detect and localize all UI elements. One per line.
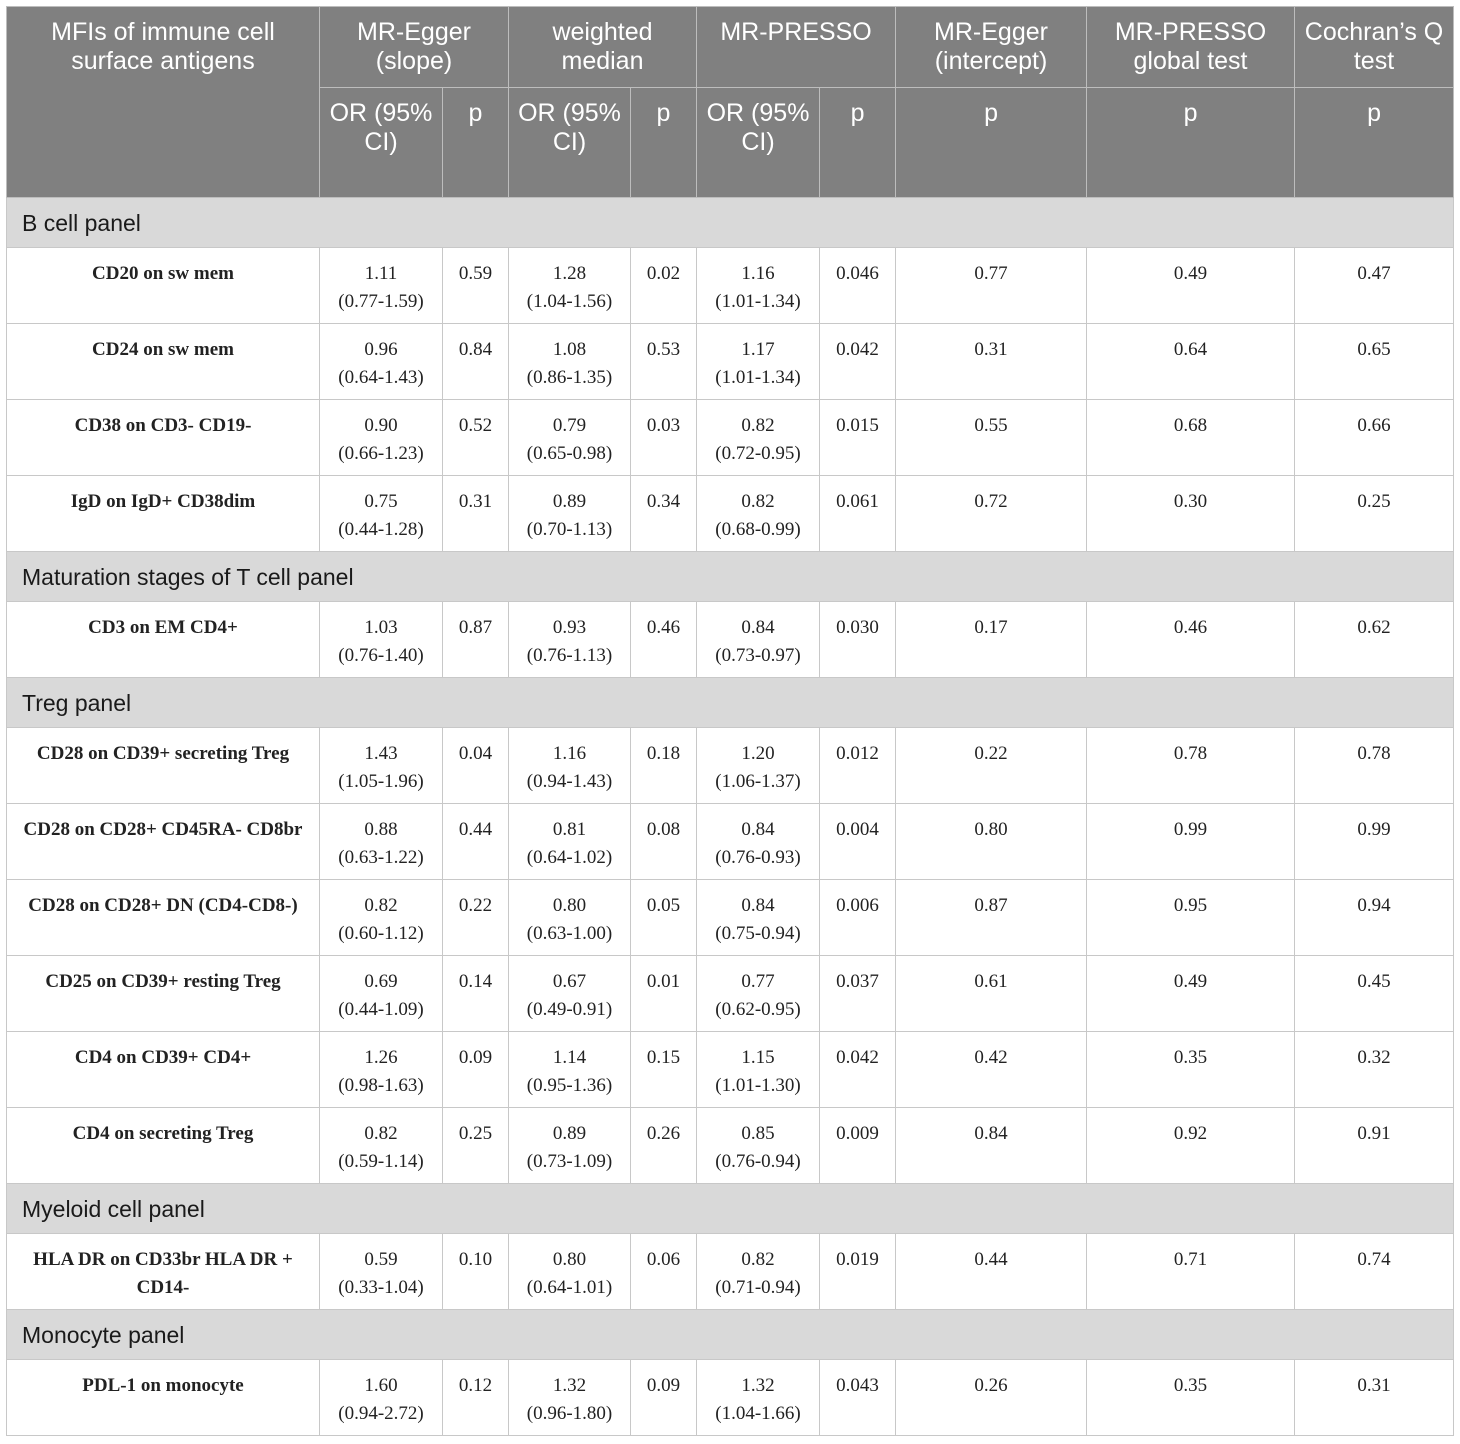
subheader-p: p: [1087, 88, 1295, 198]
mr-egger-or-cell: [320, 956, 443, 1032]
cochran-q-p-cell: 0.31: [1295, 1360, 1454, 1436]
antigen-name-cell: PDL-1 on monocyte: [7, 1360, 320, 1436]
mr-presso-or-value: 0.84: [741, 895, 775, 916]
mr-presso-p-cell: 0.015: [820, 400, 896, 476]
antigen-name-cell: CD4 on secreting Treg: [7, 1108, 320, 1184]
weighted-median-or-interval: (0.86-1.35): [526, 367, 613, 388]
subheader-p: p: [1295, 88, 1454, 198]
mr-presso-or-cell: [697, 476, 820, 552]
mr-presso-or-cell: [697, 956, 820, 1032]
mr-egger-p-cell: 0.31: [443, 476, 509, 552]
mr-egger-p-cell: 0.12: [443, 1360, 509, 1436]
mr-egger-intercept-p-cell: 0.87: [896, 880, 1087, 956]
section-title: Myeloid cell panel: [7, 1184, 1454, 1234]
weighted-median-or-value: 0.89: [552, 1123, 587, 1144]
mr-egger-or-interval: (0.76-1.40): [338, 645, 424, 666]
subheader-or: OR (95% CI): [320, 88, 443, 198]
mr-egger-or-value: 0.82: [364, 895, 398, 916]
mr-presso-global-p-cell: 0.95: [1087, 880, 1295, 956]
mr-egger-or-cell: [320, 1032, 443, 1108]
subheader-p: p: [631, 88, 697, 198]
mr-presso-or-value: 1.32: [741, 1375, 775, 1396]
mr-egger-intercept-p-cell: 0.22: [896, 728, 1087, 804]
table-row: [7, 1108, 1454, 1184]
section-row: [7, 678, 1454, 728]
mr-presso-or-cell: [697, 880, 820, 956]
section-title: Maturation stages of T cell panel: [7, 552, 1454, 602]
weighted-median-or-cell: [509, 956, 631, 1032]
mr-egger-or-interval: (0.44-1.09): [338, 999, 424, 1020]
weighted-median-or-value: 0.81: [552, 819, 587, 840]
mr-presso-p-cell: 0.012: [820, 728, 896, 804]
mr-presso-or-value: 0.82: [741, 415, 775, 436]
weighted-median-p-cell: 0.09: [631, 1360, 697, 1436]
weighted-median-or-interval: (0.64-1.02): [526, 847, 613, 868]
table-row: [7, 1032, 1454, 1108]
weighted-median-or-cell: [509, 248, 631, 324]
table-row: [7, 1360, 1454, 1436]
mr-egger-p-cell: 0.04: [443, 728, 509, 804]
mr-presso-p-cell: 0.043: [820, 1360, 896, 1436]
mr-presso-or-interval: (1.06-1.37): [715, 771, 801, 792]
mr-egger-p-cell: 0.59: [443, 248, 509, 324]
mr-egger-or-value: 0.88: [364, 819, 398, 840]
header-weighted-median: weighted median: [509, 7, 697, 88]
mr-presso-global-p-cell: 0.49: [1087, 248, 1295, 324]
mr-presso-or-cell: [697, 1108, 820, 1184]
weighted-median-or-cell: [509, 1234, 631, 1310]
header-antigen: MFIs of immune cell surface antigens: [7, 7, 320, 198]
weighted-median-p-cell: 0.03: [631, 400, 697, 476]
mr-presso-p-cell: 0.019: [820, 1234, 896, 1310]
table-row: [7, 728, 1454, 804]
subheader-p: p: [896, 88, 1087, 198]
cochran-q-p-cell: 0.25: [1295, 476, 1454, 552]
antigen-name-cell: CD28 on CD28+ CD45RA- CD8br: [7, 804, 320, 880]
mr-egger-intercept-p-cell: 0.44: [896, 1234, 1087, 1310]
section-row: [7, 198, 1454, 248]
table-row: [7, 1234, 1454, 1310]
table-row: [7, 956, 1454, 1032]
cochran-q-p-cell: 0.74: [1295, 1234, 1454, 1310]
mr-egger-intercept-p-cell: 0.61: [896, 956, 1087, 1032]
cochran-q-p-cell: 0.66: [1295, 400, 1454, 476]
mr-presso-or-value: 0.84: [741, 819, 775, 840]
mr-presso-global-p-cell: 0.35: [1087, 1032, 1295, 1108]
section-title: Treg panel: [7, 678, 1454, 728]
mr-presso-global-p-cell: 0.68: [1087, 400, 1295, 476]
mr-presso-global-p-cell: 0.99: [1087, 804, 1295, 880]
weighted-median-p-cell: 0.05: [631, 880, 697, 956]
mr-egger-intercept-p-cell: 0.55: [896, 400, 1087, 476]
mr-egger-or-value: 1.11: [364, 263, 398, 284]
mr-egger-or-interval: (0.94-2.72): [338, 1403, 424, 1424]
mr-egger-p-cell: 0.25: [443, 1108, 509, 1184]
subheader-p: p: [443, 88, 509, 198]
weighted-median-or-interval: (0.76-1.13): [526, 645, 613, 666]
weighted-median-or-interval: (1.04-1.56): [526, 291, 613, 312]
mr-presso-or-cell: [697, 1360, 820, 1436]
mr-presso-p-cell: 0.004: [820, 804, 896, 880]
mr-egger-or-interval: (0.98-1.63): [338, 1075, 424, 1096]
mr-egger-or-value: 0.69: [364, 971, 398, 992]
mr-egger-or-interval: (0.63-1.22): [338, 847, 424, 868]
mr-egger-p-cell: 0.22: [443, 880, 509, 956]
mr-egger-or-cell: [320, 804, 443, 880]
section-title: Monocyte panel: [7, 1310, 1454, 1360]
table-row: [7, 804, 1454, 880]
weighted-median-or-interval: (0.65-0.98): [526, 443, 613, 464]
header-mr-egger-slope: MR-Egger (slope): [320, 7, 509, 88]
results-table: [6, 6, 1454, 1436]
mr-egger-p-cell: 0.14: [443, 956, 509, 1032]
mr-presso-or-value: 0.85: [741, 1123, 775, 1144]
mr-presso-or-cell: [697, 400, 820, 476]
weighted-median-or-interval: (0.94-1.43): [526, 771, 613, 792]
mr-egger-or-cell: [320, 324, 443, 400]
mr-egger-intercept-p-cell: 0.72: [896, 476, 1087, 552]
mr-presso-p-cell: 0.046: [820, 248, 896, 324]
section-title: B cell panel: [7, 198, 1454, 248]
mr-egger-intercept-p-cell: 0.77: [896, 248, 1087, 324]
weighted-median-or-interval: (0.95-1.36): [526, 1075, 613, 1096]
mr-presso-p-cell: 0.006: [820, 880, 896, 956]
mr-presso-p-cell: 0.037: [820, 956, 896, 1032]
weighted-median-p-cell: 0.26: [631, 1108, 697, 1184]
mr-egger-or-cell: [320, 880, 443, 956]
mr-egger-intercept-p-cell: 0.31: [896, 324, 1087, 400]
mr-egger-p-cell: 0.52: [443, 400, 509, 476]
weighted-median-or-cell: [509, 476, 631, 552]
weighted-median-p-cell: 0.01: [631, 956, 697, 1032]
mr-egger-or-interval: (0.77-1.59): [338, 291, 424, 312]
mr-presso-p-cell: 0.009: [820, 1108, 896, 1184]
weighted-median-or-interval: (0.49-0.91): [526, 999, 613, 1020]
antigen-name-cell: CD4 on CD39+ CD4+: [7, 1032, 320, 1108]
weighted-median-or-interval: (0.63-1.00): [526, 923, 613, 944]
weighted-median-or-value: 0.67: [552, 971, 587, 992]
mr-egger-or-cell: [320, 476, 443, 552]
mr-presso-global-p-cell: 0.92: [1087, 1108, 1295, 1184]
subheader-or: OR (95% CI): [509, 88, 631, 198]
mr-presso-p-cell: 0.061: [820, 476, 896, 552]
weighted-median-p-cell: 0.34: [631, 476, 697, 552]
weighted-median-or-value: 0.93: [552, 617, 587, 638]
weighted-median-or-value: 0.89: [552, 491, 587, 512]
weighted-median-or-interval: (0.70-1.13): [526, 519, 613, 540]
mr-presso-or-value: 1.15: [741, 1047, 775, 1068]
weighted-median-or-interval: (0.64-1.01): [526, 1277, 613, 1298]
mr-egger-intercept-p-cell: 0.17: [896, 602, 1087, 678]
mr-presso-global-p-cell: 0.46: [1087, 602, 1295, 678]
mr-presso-or-cell: [697, 728, 820, 804]
table-row: [7, 880, 1454, 956]
mr-presso-or-interval: (0.62-0.95): [715, 999, 801, 1020]
weighted-median-or-cell: [509, 324, 631, 400]
mr-presso-global-p-cell: 0.30: [1087, 476, 1295, 552]
mr-egger-or-cell: [320, 602, 443, 678]
weighted-median-p-cell: 0.18: [631, 728, 697, 804]
mr-presso-global-p-cell: 0.71: [1087, 1234, 1295, 1310]
weighted-median-p-cell: 0.15: [631, 1032, 697, 1108]
mr-egger-or-cell: [320, 1360, 443, 1436]
weighted-median-p-cell: 0.06: [631, 1234, 697, 1310]
weighted-median-or-cell: [509, 1032, 631, 1108]
mr-egger-or-interval: (0.44-1.28): [338, 519, 424, 540]
mr-egger-p-cell: 0.84: [443, 324, 509, 400]
mr-egger-or-interval: (0.33-1.04): [338, 1277, 424, 1298]
mr-presso-or-interval: (0.76-0.93): [715, 847, 801, 868]
mr-egger-or-cell: [320, 1234, 443, 1310]
cochran-q-p-cell: 0.78: [1295, 728, 1454, 804]
mr-presso-or-value: 0.82: [741, 491, 775, 512]
mr-egger-or-cell: [320, 400, 443, 476]
mr-presso-p-cell: 0.042: [820, 324, 896, 400]
table-body: [7, 198, 1454, 1436]
weighted-median-or-interval: (0.96-1.80): [526, 1403, 613, 1424]
mr-egger-or-value: 0.90: [364, 415, 398, 436]
weighted-median-or-cell: [509, 728, 631, 804]
weighted-median-or-cell: [509, 602, 631, 678]
weighted-median-or-cell: [509, 400, 631, 476]
weighted-median-or-value: 1.16: [552, 743, 587, 764]
mr-presso-or-interval: (0.71-0.94): [715, 1277, 801, 1298]
mr-presso-or-interval: (1.01-1.30): [715, 1075, 801, 1096]
mr-egger-intercept-p-cell: 0.84: [896, 1108, 1087, 1184]
mr-egger-or-interval: (0.66-1.23): [338, 443, 424, 464]
weighted-median-or-value: 1.08: [552, 339, 587, 360]
weighted-median-or-cell: [509, 804, 631, 880]
cochran-q-p-cell: 0.47: [1295, 248, 1454, 324]
mr-presso-or-interval: (0.73-0.97): [715, 645, 801, 666]
weighted-median-or-value: 0.80: [552, 895, 587, 916]
weighted-median-or-cell: [509, 1108, 631, 1184]
mr-presso-or-interval: (1.01-1.34): [715, 367, 801, 388]
mr-egger-p-cell: 0.10: [443, 1234, 509, 1310]
antigen-name-cell: CD38 on CD3- CD19-: [7, 400, 320, 476]
weighted-median-or-value: 0.79: [552, 415, 587, 436]
table-row: [7, 248, 1454, 324]
header-mr-egger-intercept: MR-Egger (intercept): [896, 7, 1087, 88]
cochran-q-p-cell: 0.32: [1295, 1032, 1454, 1108]
mr-presso-or-value: 0.84: [741, 617, 775, 638]
antigen-name-cell: HLA DR on CD33br HLA DR + CD14-: [7, 1234, 320, 1310]
mr-presso-global-p-cell: 0.35: [1087, 1360, 1295, 1436]
cochran-q-p-cell: 0.62: [1295, 602, 1454, 678]
mr-egger-or-cell: [320, 728, 443, 804]
mr-presso-or-cell: [697, 1032, 820, 1108]
mr-egger-p-cell: 0.87: [443, 602, 509, 678]
mr-egger-or-interval: (0.59-1.14): [338, 1151, 424, 1172]
table-header: [7, 7, 1454, 198]
weighted-median-or-value: 0.80: [552, 1249, 587, 1270]
mr-presso-or-interval: (0.72-0.95): [715, 443, 801, 464]
cochran-q-p-cell: 0.45: [1295, 956, 1454, 1032]
mr-presso-p-cell: 0.042: [820, 1032, 896, 1108]
section-row: [7, 1184, 1454, 1234]
header-mr-presso-global: MR-PRESSO global test: [1087, 7, 1295, 88]
mr-egger-or-interval: (0.64-1.43): [338, 367, 424, 388]
mr-egger-or-value: 0.82: [364, 1123, 398, 1144]
antigen-name-cell: CD3 on EM CD4+: [7, 602, 320, 678]
mr-egger-p-cell: 0.44: [443, 804, 509, 880]
mr-egger-or-interval: (1.05-1.96): [338, 771, 424, 792]
subheader-p: p: [820, 88, 896, 198]
mr-egger-p-cell: 0.09: [443, 1032, 509, 1108]
table-row: [7, 400, 1454, 476]
weighted-median-or-cell: [509, 880, 631, 956]
mr-egger-intercept-p-cell: 0.80: [896, 804, 1087, 880]
weighted-median-p-cell: 0.53: [631, 324, 697, 400]
table-row: [7, 476, 1454, 552]
weighted-median-or-value: 1.28: [552, 263, 587, 284]
weighted-median-p-cell: 0.02: [631, 248, 697, 324]
table-row: [7, 602, 1454, 678]
mr-presso-or-value: 1.17: [741, 339, 775, 360]
antigen-name-cell: CD28 on CD39+ secreting Treg: [7, 728, 320, 804]
mr-presso-global-p-cell: 0.64: [1087, 324, 1295, 400]
subheader-or: OR (95% CI): [697, 88, 820, 198]
weighted-median-or-interval: (0.73-1.09): [526, 1151, 613, 1172]
mr-presso-or-value: 0.77: [741, 971, 775, 992]
section-row: [7, 552, 1454, 602]
mr-egger-or-cell: [320, 1108, 443, 1184]
mr-presso-or-cell: [697, 804, 820, 880]
mr-presso-or-interval: (0.68-0.99): [715, 519, 801, 540]
antigen-name-cell: CD25 on CD39+ resting Treg: [7, 956, 320, 1032]
mr-presso-or-cell: [697, 1234, 820, 1310]
cochran-q-p-cell: 0.94: [1295, 880, 1454, 956]
weighted-median-or-cell: [509, 1360, 631, 1436]
weighted-median-p-cell: 0.08: [631, 804, 697, 880]
mr-presso-or-value: 1.20: [741, 743, 775, 764]
mr-egger-or-value: 0.59: [364, 1249, 398, 1270]
mr-presso-or-interval: (0.75-0.94): [715, 923, 801, 944]
mr-presso-global-p-cell: 0.78: [1087, 728, 1295, 804]
section-row: [7, 1310, 1454, 1360]
mr-egger-or-cell: [320, 248, 443, 324]
mr-presso-or-interval: (1.01-1.34): [715, 291, 801, 312]
mr-egger-or-value: 0.96: [364, 339, 398, 360]
mr-presso-or-interval: (0.76-0.94): [715, 1151, 801, 1172]
antigen-name-cell: CD24 on sw mem: [7, 324, 320, 400]
mr-egger-intercept-p-cell: 0.42: [896, 1032, 1087, 1108]
header-cochran-q: Cochran’s Q test: [1295, 7, 1454, 88]
mr-egger-intercept-p-cell: 0.26: [896, 1360, 1087, 1436]
mr-presso-or-interval: (1.04-1.66): [715, 1403, 801, 1424]
weighted-median-p-cell: 0.46: [631, 602, 697, 678]
mr-presso-or-cell: [697, 248, 820, 324]
mr-presso-p-cell: 0.030: [820, 602, 896, 678]
mr-presso-or-value: 1.16: [741, 263, 775, 284]
mr-presso-or-value: 0.82: [741, 1249, 775, 1270]
antigen-name-cell: CD20 on sw mem: [7, 248, 320, 324]
mr-egger-or-interval: (0.60-1.12): [338, 923, 424, 944]
mr-presso-or-cell: [697, 324, 820, 400]
mr-presso-global-p-cell: 0.49: [1087, 956, 1295, 1032]
table-row: [7, 324, 1454, 400]
mr-egger-or-value: 1.43: [364, 743, 398, 764]
mr-presso-or-cell: [697, 602, 820, 678]
mr-egger-or-value: 0.75: [364, 491, 398, 512]
cochran-q-p-cell: 0.91: [1295, 1108, 1454, 1184]
mr-egger-or-value: 1.60: [364, 1375, 398, 1396]
mr-egger-or-value: 1.26: [364, 1047, 398, 1068]
antigen-name-cell: CD28 on CD28+ DN (CD4-CD8-): [7, 880, 320, 956]
cochran-q-p-cell: 0.65: [1295, 324, 1454, 400]
weighted-median-or-value: 1.14: [552, 1047, 587, 1068]
mr-egger-or-value: 1.03: [364, 617, 398, 638]
header-mr-presso: MR-PRESSO: [697, 7, 896, 88]
antigen-name-cell: IgD on IgD+ CD38dim: [7, 476, 320, 552]
cochran-q-p-cell: 0.99: [1295, 804, 1454, 880]
weighted-median-or-value: 1.32: [552, 1375, 587, 1396]
